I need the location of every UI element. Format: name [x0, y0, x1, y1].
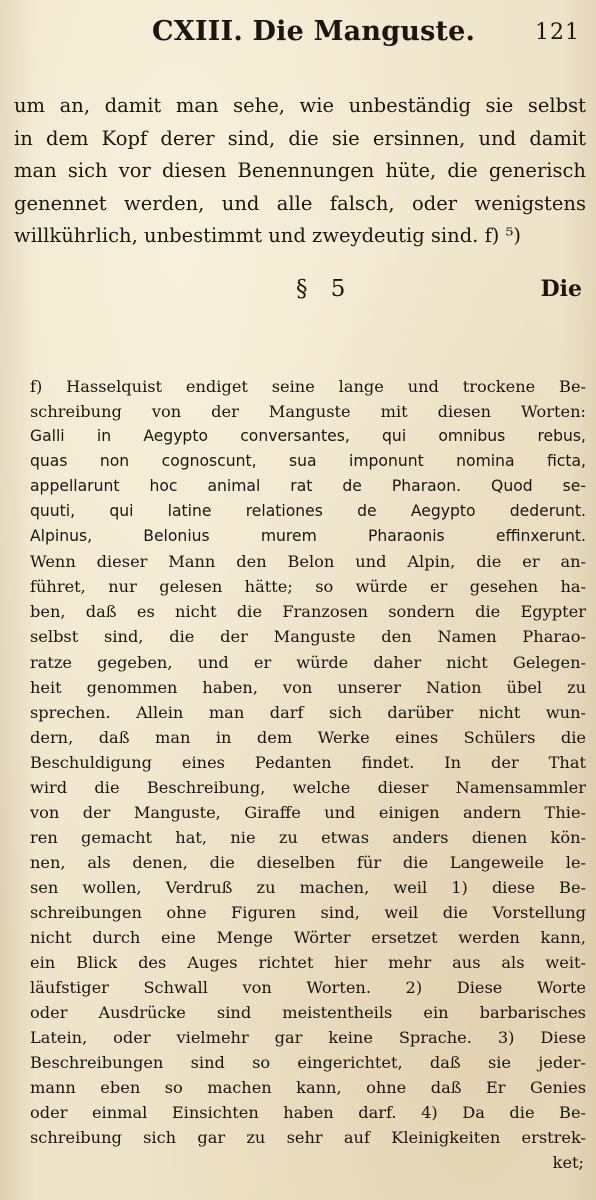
running-title: CXIII. Die Manguste. [152, 16, 476, 47]
footnote-line: führet, nur gelesen hätte; so würde er gesehen ha- [30, 577, 586, 597]
footnote-line-latin: quuti, qui latine relationes de Aegypto dederunt. [30, 502, 586, 521]
text-line: um an, damit man sehe, wie unbeständig sie selbst [14, 94, 586, 117]
footnote-line: heit genommen haben, von unserer Nation übel zu [30, 677, 586, 697]
footnote-line: oder einmal Einsichten haben darf. 4) Da die Be- [30, 1103, 586, 1123]
footnote-line: ben, daß es nicht die Franzosen sondern die Egypter [30, 602, 586, 622]
footnote-line: von der Manguste, Giraffe und einigen andern Thie- [30, 802, 586, 822]
footnote-line: sprechen. Allein man darf sich darüber nicht wun- [30, 702, 586, 722]
footnote-line: ket; [552, 1153, 584, 1173]
footnote-line: nicht durch eine Menge Wörter ersetzet werden kann, [30, 928, 586, 948]
footnote-line: oder Ausdrücke sind meistentheils ein barbarisches [30, 1003, 586, 1023]
footnote-line: f) Hasselquist endiget seine lange und trockene Be- [30, 377, 586, 396]
footnote-line: wird die Beschreibung, welche dieser Namensammler [30, 777, 586, 797]
page-number: 121 [535, 20, 580, 45]
footnote-line: Beschreibungen sind so eingerichtet, daß sie jeder- [30, 1053, 586, 1073]
section-mark: § 5 [296, 276, 354, 302]
footnote-line: ratze gegeben, und er würde daher nicht Gelegen- [30, 652, 586, 672]
main-text-block [14, 90, 586, 253]
footnote-line: schreibung sich gar zu sehr auf Kleinigkeiten erstrek- [30, 1128, 586, 1148]
footnote-line: Latein, oder vielmehr gar keine Sprache. 3) Diese [30, 1028, 586, 1048]
footnote-line: schreibungen ohne Figuren sind, weil die Vorstellung [30, 902, 586, 922]
footnote-line: dern, daß man in dem Werke eines Schülers die [30, 727, 586, 747]
footnote-line: selbst sind, die der Manguste den Namen Pharao- [30, 627, 586, 647]
footnote-block [30, 374, 586, 1176]
footnote-line: sen wollen, Verdruß zu machen, weil 1) diese Be- [30, 877, 586, 897]
text-line: in dem Kopf derer sind, die sie ersinnen, und damit [14, 126, 586, 150]
section-row [0, 276, 596, 312]
footnote-line: Wenn dieser Mann den Belon und Alpin, die er an- [30, 552, 586, 572]
footnote-line: schreibung von der Manguste mit diesen Worten: [30, 402, 586, 422]
footnote-line: mann eben so machen kann, ohne daß Er Genies [30, 1078, 586, 1098]
catchword: Die [540, 276, 582, 302]
text-line: man sich vor diesen Benennungen hüte, die generisch [14, 159, 586, 182]
footnote-line-latin: Alpinus, Belonius murem Pharaonis effinxerunt. [30, 527, 586, 546]
footnote-line-latin: quas non cognoscunt, sua imponunt nomina ficta, [30, 452, 586, 471]
footnote-line-latin: appellarunt hoc animal rat de Pharaon. Quod se- [30, 477, 586, 496]
page-header [0, 14, 596, 58]
footnote-line-latin: Galli in Aegypto conversantes, qui omnibus rebus, [30, 427, 586, 446]
text-line: willkührlich, unbestimmt und zweydeutig sind. f) ⁵) [14, 224, 522, 247]
footnote-line: ren gemacht hat, nie zu etwas anders dienen kön- [30, 827, 586, 847]
footnote-line: nen, als denen, die dieselben für die Langeweile le- [30, 852, 586, 872]
footnote-line: Beschuldigung eines Pedanten findet. In der That [30, 752, 586, 772]
text-line: genennet werden, und alle falsch, oder wenigstens [14, 191, 586, 215]
footnote-line: läufstiger Schwall von Worten. 2) Diese Worte [30, 978, 586, 998]
footnote-line: ein Blick des Auges richtet hier mehr aus als weit- [30, 953, 586, 973]
